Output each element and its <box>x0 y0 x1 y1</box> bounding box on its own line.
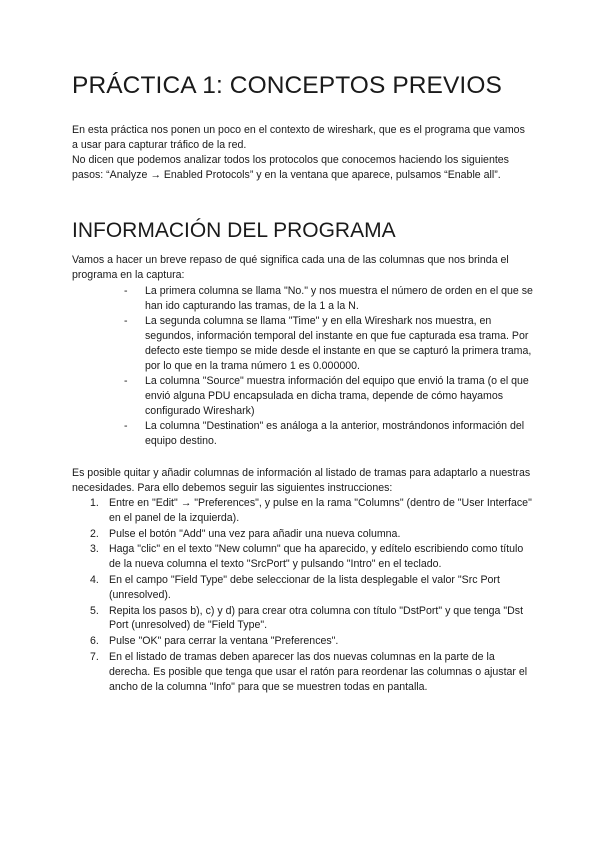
bullet-marker: - <box>124 285 128 297</box>
list-item <box>124 419 534 449</box>
list-item-text: La primera columna se llama "No." y nos muestra el número de orden en el que se han ido capturando las tramas, de la 1 a la N. <box>145 285 533 312</box>
list-item <box>124 284 534 314</box>
steps-intro: Es posible quitar y añadir columnas de información al listado de tramas para adaptarlo a nuestras necesidades. Para ello debemos seguir las siguientes instrucciones: <box>72 467 531 494</box>
step-text: Repita los pasos b), c) y d) para crear otra columna con título "DstPort" y que tenga "Dst Port (unresolved) de "Field Type". <box>109 604 524 632</box>
step-item <box>90 527 534 542</box>
step-text: Pulse "OK" para cerrar la ventana "Preferences". <box>109 635 339 648</box>
step-item <box>90 604 534 634</box>
step-number: 7. <box>90 650 99 663</box>
step-item <box>90 542 534 572</box>
list-item-text: La columna "Destination" es análoga a la anterior, mostrándonos información del equipo destino. <box>145 419 525 447</box>
bullet-marker: - <box>124 374 128 387</box>
step-text: Haga "clic" en el texto "New column" que ha aparecido, y edítelo escribiendo como título de la nueva columna el texto "SrcPort" y pulsando "Intro" en el teclado. <box>109 543 524 571</box>
intro-paragraph: En esta práctica nos ponen un poco en el contexto de wireshark, que es el programa que vamos a usar para capturar tráfico de la red. <box>72 124 525 151</box>
step-item <box>90 496 534 526</box>
step-number: 4. <box>90 573 99 586</box>
bullet-marker: - <box>124 419 128 432</box>
step-text: Entre en "Edit" → "Preferences", y pulse en la rama "Columns" (dentro de "User Interface" en el panel de la izquierda). <box>109 497 532 524</box>
step-number: 5. <box>90 604 99 617</box>
list-item <box>124 314 534 374</box>
step-text: En el campo "Field Type" debe seleccionar de la lista desplegable el valor "Src Port (unresolved). <box>109 573 500 601</box>
section-intro: Vamos a hacer un breve repaso de qué significa cada una de las columnas que nos brinda el programa en la captura: <box>72 254 509 281</box>
page-title: PRÁCTICA 1: CONCEPTOS PREVIOS <box>72 72 502 99</box>
step-item <box>90 634 534 649</box>
step-number: 6. <box>90 635 99 648</box>
step-number: 3. <box>90 543 99 556</box>
intro-paragraph-2: No dicen que podemos analizar todos los protocolos que conocemos haciendo los siguientes pasos: “Analyze → Enabled Protocols” y en la ventana que aparece, pulsamos “Enable all”. <box>72 154 509 181</box>
step-number: 1. <box>90 497 99 509</box>
list-item <box>124 374 534 419</box>
bullet-marker: - <box>124 315 128 327</box>
steps-list <box>90 496 534 695</box>
columns-list <box>124 284 534 449</box>
step-text: En el listado de tramas deben aparecer las dos nuevas columnas en la parte de la derecha. Es posible que tenga que usar el ratón para reordenar las columnas o ajustar el ancho de la columna "Info" para que se muestren todas en pantalla. <box>109 650 528 693</box>
step-item <box>90 573 534 603</box>
list-item-text: La segunda columna se llama "Time" y en ella Wireshark nos muestra, en segundos, información temporal del instante en que fue capturada esa trama. Por defecto este tiempo se mide desde el instante en que se capturó la primera trama, por lo que en la trama número 1 es 0.000000. <box>145 315 532 372</box>
step-number: 2. <box>90 527 99 540</box>
list-item-text: La columna "Source" muestra información del equipo que envió la trama (o el que envió alguna PDU encapsulada en dicha trama, depende de cómo hayamos configurado Wireshark) <box>145 374 529 417</box>
step-item <box>90 650 534 695</box>
section-heading: INFORMACIÓN DEL PROGRAMA <box>72 219 396 242</box>
step-text: Pulse el botón "Add" una vez para añadir una nueva columna. <box>109 527 401 540</box>
